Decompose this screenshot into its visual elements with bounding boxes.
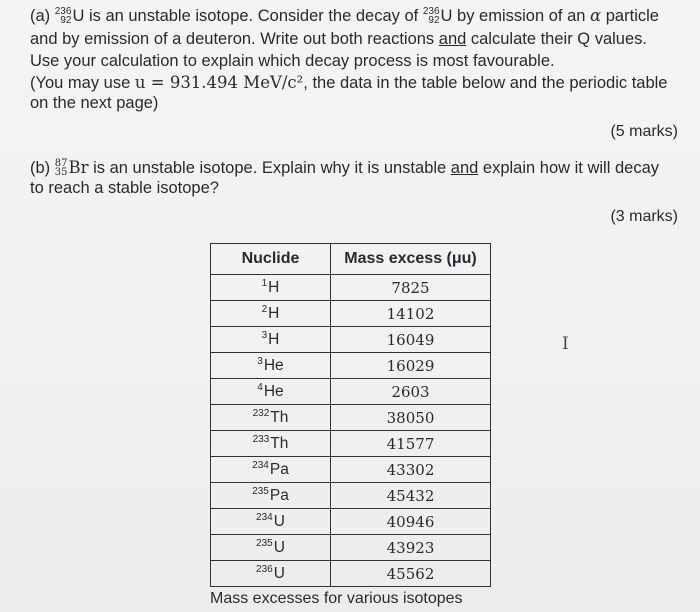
part-a-marks: (5 marks)	[610, 123, 678, 140]
iso-mass: 87	[54, 158, 68, 169]
part-b-line1	[30, 158, 680, 178]
nuclide-symbol: He	[263, 383, 284, 400]
part-a-line1	[30, 6, 680, 26]
part-a-line2-text: and by emission of a deuteron. Write out both reactions	[30, 30, 439, 48]
nuclide-cell	[211, 457, 331, 483]
table-body	[211, 275, 491, 587]
nuclide-cell	[211, 379, 331, 405]
part-b-line2-text: to reach a stable isotope?	[30, 179, 219, 197]
table-row	[211, 431, 491, 457]
part-a-text-1: is an unstable isotope. Consider the decay of	[84, 7, 423, 25]
nuclide-mass-number: 4	[257, 382, 263, 393]
mass-excess-cell: 16029	[331, 353, 491, 379]
iso-mass: 236	[422, 6, 440, 17]
mass-excess-cell: 7825	[331, 275, 491, 301]
iso-atomic: 92	[428, 15, 440, 26]
alpha-symbol: α	[590, 6, 602, 25]
nuclide-mass-number: 235	[256, 538, 273, 549]
mass-excess-cell: 45562	[331, 561, 491, 587]
part-a-text-3: particle	[601, 7, 659, 25]
mass-excess-cell: 16049	[331, 327, 491, 353]
table-header-row	[211, 244, 491, 275]
nuclide-cell	[211, 483, 331, 509]
mass-excess-cell: 14102	[331, 301, 491, 327]
text-cursor-icon: I	[562, 334, 569, 354]
isotope-u236	[55, 6, 85, 26]
table-caption: Mass excesses for various isotopes	[210, 590, 463, 607]
table-row	[211, 353, 491, 379]
part-b-marks: (3 marks)	[610, 208, 678, 225]
nuclide-mass-number: 233	[252, 434, 270, 445]
unit-equation: u = 931.494 MeV/c²	[134, 73, 304, 92]
nuclide-cell	[211, 301, 331, 327]
nuclide-symbol: U	[273, 513, 285, 530]
table-row	[211, 301, 491, 327]
nuclide-symbol: He	[263, 357, 284, 374]
nuclide-cell	[211, 353, 331, 379]
iso-symbol: U	[440, 7, 453, 25]
nuclide-symbol: H	[268, 305, 280, 322]
nuclide-mass-number: 3	[257, 356, 263, 367]
table-row	[211, 457, 491, 483]
nuclide-cell	[211, 535, 331, 561]
table-row	[211, 483, 491, 509]
nuclide-cell	[211, 405, 331, 431]
iso-symbol: Br	[68, 158, 89, 177]
isotope-u236-2	[423, 6, 453, 26]
part-b-line2	[30, 178, 680, 198]
nuclide-symbol: Th	[270, 409, 289, 426]
nuclide-mass-number: 236	[256, 564, 273, 575]
mass-excess-cell: 43302	[331, 457, 491, 483]
part-a-line4	[30, 73, 680, 93]
nuclide-mass-number: 234	[256, 512, 273, 523]
header-mass-excess: Mass excess (μu)	[331, 244, 491, 275]
part-a-and-underlined: and	[438, 30, 467, 48]
mass-excess-cell: 45432	[331, 483, 491, 509]
nuclide-symbol: Th	[270, 435, 289, 452]
nuclide-cell	[211, 327, 331, 353]
part-b-lead: (b)	[30, 159, 55, 177]
nuclide-cell	[211, 561, 331, 587]
nuclide-cell	[211, 509, 331, 535]
iso-symbol: U	[72, 7, 85, 25]
part-a-line4-text: (You may use	[30, 74, 135, 92]
table-row	[211, 561, 491, 587]
nuclide-symbol: H	[268, 279, 280, 296]
mass-excess-cell: 2603	[331, 379, 491, 405]
iso-atomic: 35	[54, 167, 68, 178]
table-row	[211, 405, 491, 431]
nuclide-mass-number: 232	[252, 408, 270, 419]
part-a-line2	[30, 29, 680, 49]
table-row	[211, 509, 491, 535]
table-row	[211, 535, 491, 561]
header-nuclide: Nuclide	[211, 244, 331, 275]
nuclide-mass-number: 234	[252, 460, 269, 471]
iso-mass: 236	[54, 6, 72, 17]
part-a-lead: (a)	[30, 7, 55, 25]
nuclide-symbol: U	[273, 539, 285, 556]
mass-excess-cell: 43923	[331, 535, 491, 561]
nuclide-mass-number: 2	[261, 304, 268, 315]
part-a-text-2: by emission of an	[452, 7, 591, 25]
table-row	[211, 275, 491, 301]
nuclide-symbol: H	[268, 331, 280, 348]
nuclide-symbol: Pa	[269, 487, 289, 504]
nuclide-symbol: U	[273, 565, 285, 582]
mass-excess-table	[210, 243, 491, 587]
nuclide-symbol: Pa	[269, 461, 289, 478]
part-a-line3	[30, 51, 680, 71]
part-b-text-2: explain how it will decay	[478, 159, 659, 177]
part-a-line4-text-b: , the data in the table below and the periodic table	[303, 74, 668, 92]
nuclide-cell	[211, 275, 331, 301]
part-a-line5	[30, 93, 680, 113]
nuclide-mass-number: 3	[261, 330, 268, 341]
nuclide-mass-number: 1	[261, 278, 268, 289]
part-b-text-1: is an unstable isotope. Explain why it is unstable	[88, 159, 451, 177]
table-row	[211, 379, 491, 405]
table-row	[211, 327, 491, 353]
part-a-line3-text: Use your calculation to explain which decay process is most favourable.	[30, 52, 555, 70]
nuclide-mass-number: 235	[252, 486, 269, 497]
part-b-and-underlined: and	[450, 159, 479, 177]
iso-atomic: 92	[60, 15, 72, 26]
mass-excess-cell: 40946	[331, 509, 491, 535]
nuclide-cell	[211, 431, 331, 457]
mass-excess-cell: 41577	[331, 431, 491, 457]
mass-excess-cell: 38050	[331, 405, 491, 431]
isotope-br87	[55, 158, 89, 178]
part-a-line5-text: on the next page)	[30, 94, 159, 112]
part-a-line2-text-b: calculate their Q values.	[466, 30, 647, 48]
